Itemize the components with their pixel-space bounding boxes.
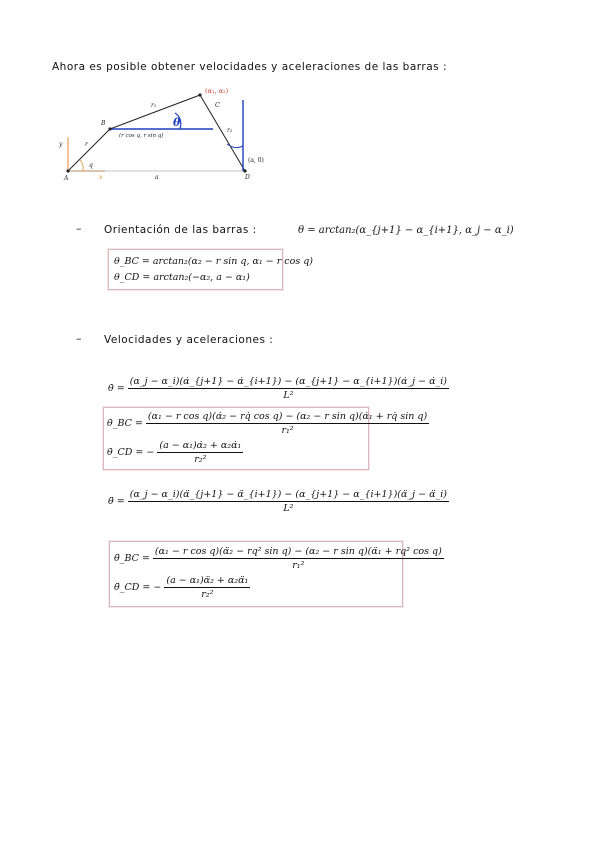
label-rcos: (r cos q, r sin q) <box>119 133 164 139</box>
velocity-bc-den: r₁² <box>281 425 294 436</box>
label-q: q <box>89 162 93 169</box>
velocity-bc-frac <box>146 411 429 436</box>
point-b <box>108 127 111 130</box>
velocity-general-frac <box>128 376 449 401</box>
label-y: y <box>59 141 63 148</box>
q-arc <box>80 160 83 171</box>
acceleration-general-block <box>104 484 448 522</box>
acceleration-general-lhs: θ̈ = <box>108 496 125 507</box>
label-ab-coords: (α₁, α₂) <box>205 87 229 95</box>
point-a <box>66 169 69 172</box>
acceleration-cd-frac <box>164 575 250 600</box>
bullet-velocities: – <box>76 332 82 345</box>
label-a-length: a <box>155 174 159 181</box>
velocity-cd-frac <box>157 440 243 465</box>
general-orientation-formula: θ = arctan₂(α_{j+1} − α_{i+1}, α_j − α_i) <box>298 225 514 236</box>
label-d: D <box>245 174 250 181</box>
acceleration-cd-den: r₂² <box>201 589 214 600</box>
label-theta: θ <box>173 116 181 129</box>
heading-orientation: Orientación de las barras : <box>104 224 257 236</box>
mechanism-svg <box>55 82 285 188</box>
eq-theta-bc: θ_BC = arctan₂(α₂ − r sin q, α₁ − r cos q) <box>114 256 313 267</box>
bullet-orientation: – <box>76 222 82 235</box>
velocity-general-num: (α_j − α_i)(α̇_{j+1} − α̇_{i+1}) − (α_{j+1} − α_{i+1})(α̇_j − α̇_i) <box>129 376 448 387</box>
velocity-general-eq <box>108 376 449 401</box>
velocity-cd-den: r₂² <box>194 454 207 465</box>
mechanism-diagram <box>55 82 285 188</box>
label-x: x <box>99 174 103 181</box>
acceleration-bc-eq <box>114 546 444 571</box>
velocity-bc-lhs: θ̇_BC = <box>107 418 143 429</box>
label-r2: r₂ <box>227 127 233 134</box>
velocity-general-block <box>104 371 448 404</box>
bar-cd <box>200 95 245 171</box>
acceleration-general-den: L² <box>283 503 294 514</box>
point-d <box>243 169 246 172</box>
label-a0: (a, 0) <box>248 157 264 164</box>
label-a-point: A <box>64 175 69 182</box>
heading-velocities: Velocidades y aceleraciones : <box>104 334 274 346</box>
acceleration-general-num: (α_j − α_i)(α̈_{j+1} − α̈_{i+1}) − (α_{j+1} − α_{i+1})(α̈_j − α̈_i) <box>129 489 448 500</box>
velocity-cd-num: (a − α₁)α̇₂ + α₂α̇₁ <box>159 440 242 451</box>
velocity-cd-lhs: θ̇_CD = − <box>107 447 155 458</box>
label-b: B <box>101 120 106 127</box>
eq-theta-cd: θ_CD = arctan₂(−α₂, a − α₁) <box>114 272 250 283</box>
orientation-box <box>108 249 313 290</box>
acceleration-bc-frac <box>153 546 444 571</box>
point-c <box>198 93 201 96</box>
velocity-general-lhs: θ̇ = <box>108 383 125 394</box>
acceleration-bc-lhs: θ̈_BC = <box>114 553 150 564</box>
velocity-bc-eq <box>107 411 429 436</box>
label-c: C <box>215 101 220 109</box>
acceleration-cd-lhs: θ̈_CD = − <box>114 582 162 593</box>
velocity-box <box>103 407 428 470</box>
acceleration-cd-num: (a − α₁)α̈₂ + α₂α̈₁ <box>166 575 249 586</box>
acceleration-cd-eq <box>114 575 250 600</box>
acceleration-general-frac <box>128 489 449 514</box>
label-r1: r₁ <box>151 102 157 109</box>
acceleration-general-eq <box>108 489 449 514</box>
velocity-bc-num: (α₁ − r cos q)(α̇₂ − rq̇ cos q) − (α₂ − r sin q)(α̇₁ + rq̇ sin q) <box>147 411 428 422</box>
intro-text: Ahora es posible obtener velocidades y aceleraciones de las barras : <box>52 61 447 73</box>
bar-bc <box>110 95 200 129</box>
velocity-cd-eq <box>107 440 243 465</box>
acceleration-bc-den: r₁² <box>292 560 305 571</box>
acceleration-box <box>109 541 442 607</box>
velocity-general-den: L² <box>283 390 294 401</box>
label-r: r <box>85 141 88 148</box>
acceleration-bc-num: (α₁ − r cos q)(α̈₂ − rq² sin q) − (α₂ − r sin q)(α̈₁ + rq² cos q) <box>154 546 442 557</box>
